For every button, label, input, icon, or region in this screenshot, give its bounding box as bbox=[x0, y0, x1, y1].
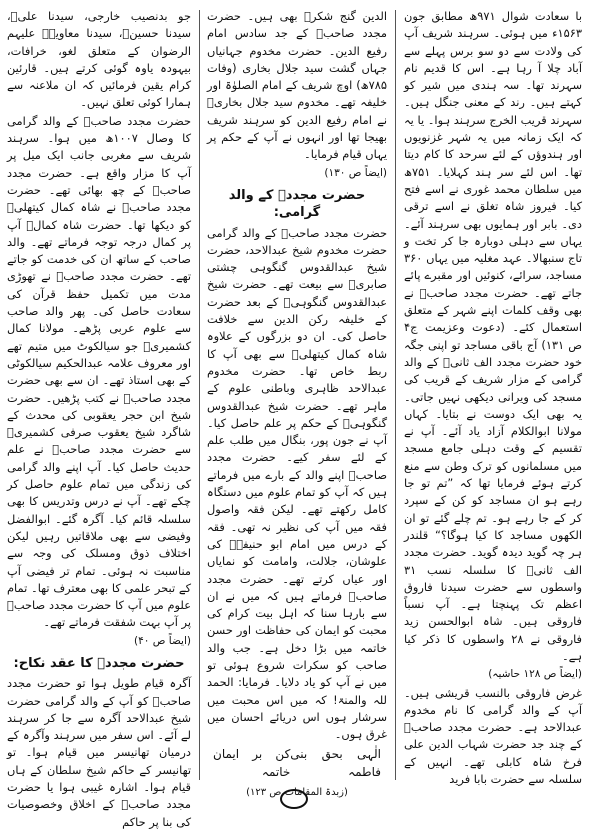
verse-line: الٰہی بحق بنی فاطمہ bbox=[290, 747, 381, 779]
paragraph: آگرہ قیام طویل ہوا تو حضرت مجدد صاحبؒ کو آپ کے والد گرامی حضرت شیخ عبدالاحد آگرہ سے جا کر سرہند لے آئے۔ اس سفر میں سرہند وآگرہ کے درمیان تھانیسر میں قیام ہوا۔ تو تھانیسر کے حاکم شیخ سلطان کے ہاں قیام ہوا۔ اشارہ غیبی ہوا یا حضرت مجدد صاحبؒ کے اخلاق وخصوصیات کی بنا پر حاکم bbox=[7, 676, 191, 829]
paragraph: حضرت مجدد صاحبؒ کے والد گرامی کا وصال ۱۰۰۷ھ میں ہوا۔ سرہند شریف سے مغربی جانب ایک میل پر آپ کا مزار واقع ہے۔ حضرت مجدد صاحبؒ کے چھ بھائی تھے۔ حضرت مجدد صاحبؒ نے شاہ کمال کیتھلیؒ کو دیکھا تھا۔ حضرت شاہ کمالؒ آپ پر کمال درجہ توجہ فرماتے تھے۔ والد صاحب کے ساتھ ان کی خدمت کو جاتے تھے۔ حضرت مجدد صاحبؒ نے تھوڑی مدت میں تکمیل حفظ قرآن کی سعادت حاصل کی۔ پھر والد صاحب سے علوم عربی پڑھے۔ مولانا کمال کشمیریؒ جو سیالکوٹ میں متیم تھے اور معروف علامہ عبدالحکیم سیالکوٹی کے بھی استاذ تھے۔ ان سے بھی حضرت مجدد صاحبؒ نے کتب پڑھیں۔ حضرت شیخ ابن حجر یعقوبی کی محدث کے شاگرد شیخ یعقوب صرفی کشمیریؒ سے حضرت مجدد صاحبؒ نے علم حدیث حاصل کیا۔ آپ اپنے والد گرامی کی زندگی میں تمام علوم حاصل کر چکے تھے۔ آپ نے درس وتدریس کا بھی سلسلہ قائم کیا۔ آگرہ گئے۔ ابوالفضل وفیضی سے بھی ملاقاتیں رہیں لیکن اختلاف ذوق ومسلک کی وجہ سے مناسبت نہ ہوئی۔ تمام تر فیضی آپ کے تبحر علمی کا بھی معترف تھا۔ تمام علوم میں آپ کا حضرت مجدد صاحبؒ پر آپ بہت شفقت فرماتے تھے۔ bbox=[7, 113, 192, 630]
column-right bbox=[404, 8, 582, 787]
persian-verse bbox=[213, 746, 381, 781]
reference-note: (ایضاً ص ۱۲۸ حاشیہ) bbox=[488, 668, 582, 681]
reference-note: (زبدۃ المقامات ص ۱۲۳) bbox=[246, 787, 348, 799]
paragraph: غرض فاروقی بالنسب قریشی ہیں۔ آپ کے والد گرامی کا نام مخدوم عبدالاحد ہے۔ حضرت مجدد صاحبؒ کے چند جد حضرت شہاب الدین علی فرخ شاہ کابلی تھے۔ انہیں کے سلسلہ سے حضرت بابا فرید bbox=[404, 685, 582, 787]
paragraph: با سعادت شوال ۹۷۱ھ مطابق جون ۱۵۶۳ء میں ہوئی۔ سرہند شریف آپ کی ولادت سے دو سو برس پہلے سے آباد چلا آ رہا ہے۔ اس کا قدیم نام سہرند تھا۔ سہ ہندی میں شیر کو کہتے ہیں۔ رند کے معنی جنگل ہیں۔ سہرند قریب الخرج سرہند ہوا۔ یا یہ کہ ایک زمانہ میں یہ شہر غزنویوں اور ہندوؤں کے لئے سرحد کا کام دیتا تھا۔ اس لئے سر ہند کہلایا۔ ۷۵۱ھ میں سلطان محمد غوری نے اسے فتح کیا۔ فیروز شاہ تغلق نے اسے ترقی دی۔ بابر اور ہمایوں بھی سرہند آئے۔ یہاں سے دہلی دوبارہ جا کر تخت و تاج سنبھالا۔ عہد مغلیہ میں یہاں ۳۶۰ مساجد، سرائے، کنوئیں اور مقبرے پائے جاتے تھے۔ حضرت مجدد صاحبؒ نے بھی وقف کلمات اپنے شہر کے متعلق استعمال کئے۔ (دعوت وعزیمت ج۴ ص ۱۳۱) آج باقی مساجد تو اپنی جگہ خود حضرت مجدد الف ثانیؒ کے والد گرامی کے مزار شریف کے قریب کی مسجد کی ویرانی دیکھی نہیں جاتی۔ یہ بھی ایک دوست نے بتایا۔ کہاں مولانا ابوالکلام آزاد یاد آئے۔ آپ نے تقسیم کے وقت دہلی جامع مسجد میں مسلمانوں کو ترک وطن سے منع کرتے ہوئے فرمایا تھا کہ ”تم تو جا رہے ہو ان مساجد کو کن کے سپرد کر کے جا رہے ہو۔ تم چلے گئے تو ان الکھوں مساجد کا کیا ہوگا؟“ قلندر ہر چہ گوید دیدہ گوید۔ حضرت مجدد الف ثانیؒ کا سلسلہ نسب ۳۱ واسطوں سے حضرت سیدنا فاروق اعظم تک پہنچتا ہے۔ آپ نسباً فاروقی ہیں۔ شاہ ابوالحسن زید فاروقی نے ۲۸ واسطوں کا ذکر کیا ہے۔ bbox=[404, 9, 582, 663]
verse-line: کن بر ایمان خاتمہ bbox=[213, 747, 291, 779]
paragraph: حضرت مجدد صاحبؒ کے والد گرامی حضرت مخدوم شیخ عبدالاحد، حضرت شیخ عبدالقدوس گنگوہی چشتی صابریؒ سے بیعت تھے۔ حضرت شیخ عبدالقدوس گنگوہیؒ کے بعد حضرت کے خلیفہ رکن الدین سے خلافت حاصل کی۔ ان دو بزرگوں کے علاوہ شاہ کمال کیتھلیؒ سے بھی آپ کا ربط خاص تھا۔ حضرت مخدوم عبدالاحد ظاہری وباطنی علوم کے ماہر تھے۔ حضرت شیخ عبدالقدوس گنگوہیؒ کے حکم پر علم حاصل کیا۔ آپ نے جون پور، بنگال میں طلب علم کے لئے سفر کیے۔ حضرت مجدد صاحبؒ اپنے والد کے بارے میں فرماتے ہیں کہ آپ کو تمام علوم میں دستگاہ کامل رکھتے تھے۔ لیکن فقہ واصول فقہ میں آپ کی نظیر نہ تھی۔ فقہ کے درس میں امام ابو حنیفہؒ کی علوشان، جلالت، وامامت کو نمایاں اور عیاں کرتے تھے۔ حضرت مجدد صاحبؒ فرماتے ہیں کہ میں نے ان سے بارہا سنا کہ اہل بیت کرام کی محبت کو ایمان کی حفاظت اور حسن خاتمہ میں بڑا دخل ہے۔ جب والد صاحب کو سکرات شروع ہوئی تو میں نے آپ کو یاد دلایا۔ فرمایا: الحمد للہ والمنۃ! کہ میں اس محبت میں سرشار ہوں اس دریائے احسان میں غرق ہوں۔ bbox=[207, 225, 387, 742]
paragraph: الدین گنج شکرؒ بھی ہیں۔ حضرت مجدد صاحبؒ کے جد سادس امام رفیع الدین۔ حضرت مخدوم جہانیاں جہاں گشت سید جلال بخاری (وفات ۷۸۵ھ) اوچ شریف کے امام الصلوٰۃ اور خلیفہ تھے۔ مخدوم سید جلال بخاریؒ نے امام رفیع الدین کو سرہند شریف بھیجا تھا اور انہوں نے آپ کے حکم پر یہاں قیام فرمایا۔ bbox=[207, 9, 387, 162]
reference-note: (ایضاً ص ۱۳۰) bbox=[324, 166, 387, 179]
column-divider bbox=[199, 10, 200, 780]
reference-note: (ایضاً ص ۴۰) bbox=[133, 634, 191, 647]
column-middle bbox=[207, 8, 387, 799]
page-number-ornament bbox=[280, 789, 308, 809]
section-heading: حضرت مجددؒ کے والد گرامی: bbox=[228, 187, 366, 221]
paragraph: جو بدنصیب خارجی، سیدنا علیؓ، سیدنا حسینؓ، سیدنا معاویہؓ علیہم الرضوان کے متعلق لغو، خرافات، بیہودہ یاوہ گوئی کرتے ہیں۔ قارئین کرام یقین فرمائیں کہ ان ملاعنہ سے ہمارا کوئی تعلق نہیں۔ bbox=[7, 9, 191, 110]
column-divider bbox=[395, 10, 396, 780]
section-heading: حضرت مجددؒ کا عقد نکاح: bbox=[13, 655, 185, 671]
column-left bbox=[7, 8, 192, 829]
